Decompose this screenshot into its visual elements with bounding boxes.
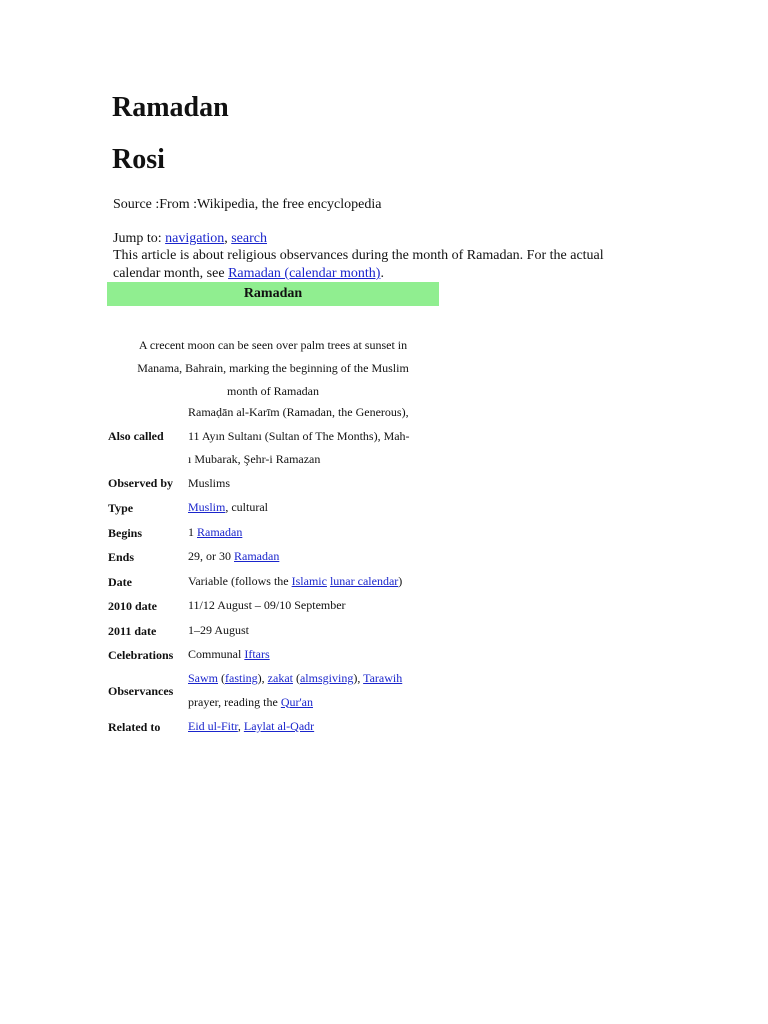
- label-related-to: Related to: [108, 720, 161, 734]
- label-date: Date: [108, 575, 132, 589]
- related-separator: ,: [237, 719, 244, 733]
- jump-separator: ,: [224, 231, 232, 246]
- islamic-link[interactable]: Islamic: [291, 574, 327, 588]
- laylat-al-qadr-link[interactable]: Laylat al-Qadr: [243, 719, 315, 733]
- almsgiving-link[interactable]: almsgiving: [299, 671, 354, 685]
- fasting-link[interactable]: fasting: [225, 671, 258, 685]
- label-2011-date: 2011 date: [108, 624, 157, 638]
- page-title: Ramadan: [112, 92, 229, 123]
- ramadan-link[interactable]: Ramadan: [234, 549, 280, 563]
- infobox-caption: [107, 334, 439, 403]
- ramadan-link[interactable]: Ramadan: [197, 525, 243, 539]
- obs-text: ),: [257, 671, 268, 685]
- value-2010-date: 11/12 August – 09/10 September: [188, 598, 346, 612]
- value-date: [188, 570, 438, 594]
- value-line: ı Mubarak, Şehr-i Ramazan: [188, 452, 321, 466]
- value-2011-date: 1–29 August: [188, 623, 250, 637]
- caption-line: month of Ramadan: [227, 384, 319, 398]
- observances-line-2: [188, 691, 438, 715]
- label-type: Type: [108, 501, 134, 515]
- eid-ul-fitr-link[interactable]: Eid ul-Fitr: [188, 719, 238, 733]
- jump-prefix: Jump to:: [113, 231, 166, 246]
- label-ends: Ends: [108, 550, 135, 564]
- label-observed-by: Observed by: [108, 476, 174, 490]
- obs-text: (: [292, 671, 300, 685]
- value-observed-by: Muslims: [188, 476, 231, 490]
- quran-link[interactable]: Qur'an: [280, 694, 313, 709]
- value-observances: [188, 667, 438, 714]
- label-begins: Begins: [108, 526, 143, 540]
- value-ends: [188, 545, 438, 569]
- value-type: [188, 496, 438, 520]
- obs-text: ),: [353, 671, 364, 685]
- value-line: 11 Ayın Sultanı (Sultan of The Months), Mah-: [188, 428, 410, 443]
- jump-to-line: [113, 230, 267, 247]
- hatnote-line-1: This article is about religious observances during the month of Ramadan. For the actual: [113, 248, 604, 263]
- begins-prefix: 1: [188, 525, 197, 539]
- author-name: Rosi: [112, 144, 165, 175]
- type-rest: , cultural: [225, 500, 268, 514]
- label-observances: Observances: [108, 684, 174, 698]
- label-also-called: Also called: [108, 429, 164, 443]
- value-begins: [188, 521, 438, 545]
- ends-prefix: 29, or 30: [188, 549, 234, 563]
- search-link[interactable]: search: [231, 231, 267, 246]
- date-prefix: Variable (follows the: [188, 574, 292, 588]
- hatnote-line-2: [113, 265, 384, 282]
- calendar-month-link[interactable]: Ramadan (calendar month): [228, 266, 381, 281]
- obs-text: (: [218, 671, 225, 685]
- value-related-to: [188, 715, 438, 739]
- iftars-link[interactable]: Iftars: [244, 647, 270, 661]
- sawm-link[interactable]: Sawm: [188, 671, 218, 685]
- caption-line: Manama, Bahrain, marking the beginning of the Muslim: [137, 361, 409, 375]
- tarawih-link[interactable]: Tarawih: [363, 671, 403, 685]
- label-2010-date: 2010 date: [108, 599, 157, 613]
- source-line: Source :From :Wikipedia, the free encyclopedia: [113, 197, 382, 212]
- date-suffix: ): [398, 574, 403, 588]
- observances-line-1: [188, 667, 438, 691]
- hatnote-suffix: .: [380, 266, 384, 281]
- zakat-link[interactable]: zakat: [267, 671, 293, 685]
- obs-text: prayer, reading the: [188, 694, 281, 709]
- infobox-title: Ramadan: [107, 282, 439, 306]
- value-also-called: [188, 401, 438, 472]
- label-celebrations: Celebrations: [108, 648, 174, 662]
- value-line: Ramaḍān al-Karīm (Ramadan, the Generous),: [188, 405, 409, 419]
- value-celebrations: [188, 643, 438, 667]
- celebrations-prefix: Communal: [188, 647, 245, 661]
- hatnote-prefix: calendar month, see: [113, 266, 229, 281]
- infobox: [107, 282, 439, 734]
- lunar-calendar-link[interactable]: lunar calendar: [329, 574, 399, 588]
- muslim-link[interactable]: Muslim: [188, 500, 226, 514]
- navigation-link[interactable]: navigation: [165, 231, 225, 246]
- caption-line: A crecent moon can be seen over palm trees at sunset in: [138, 338, 408, 352]
